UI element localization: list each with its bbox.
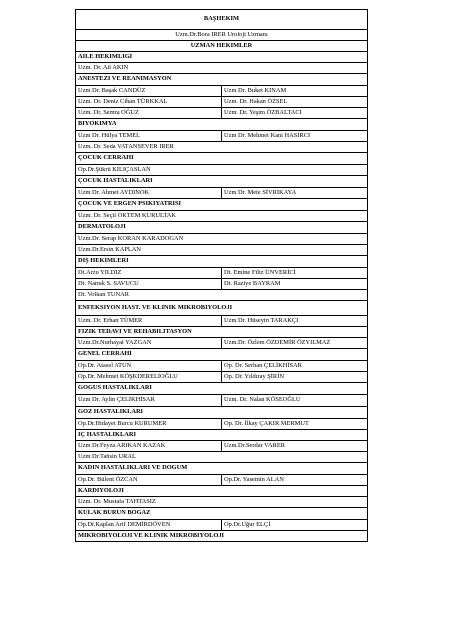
doctor-name: Uzm. Dr. Nalan KÖSEOĞLU [221, 395, 367, 406]
doctor-name: Uzm. Dr. Erhan TÜMER [78, 316, 143, 324]
department-heading [75, 176, 368, 188]
department-name: KULAK BURUN BOĞAZ [78, 510, 151, 517]
department-name: BİYOKİMYA [78, 121, 117, 128]
doctor-row [75, 279, 368, 290]
doctor-row [75, 372, 368, 383]
department-name: KADIN HASTALIKLARI VE DOĞUM [78, 465, 188, 472]
department-name: ANESTEZİ VE REANİMASYON [78, 76, 172, 83]
department-name: DİŞ HEKİMLERİ [78, 258, 129, 265]
doctor-name: Op.Dr.Şükrü KILIÇASLAN [78, 166, 151, 173]
department-heading [75, 407, 368, 419]
doctor-name: Uzm Dr. Buket KINAM [221, 86, 367, 96]
doctor-name: Uzm Dr. Mehmet Kani HASIRCI [221, 131, 367, 141]
doctor-name: Uzm.Dr.Serdar VARER [221, 441, 367, 451]
heading-text: UZMAN HEKİMLER [190, 42, 253, 49]
doctor-name: Uzm Dr. Aylin ÇELİKHİSAR [78, 396, 155, 404]
doctor-name: Op.Dr.Hidayet Burcu KURUMER [78, 419, 167, 427]
doctor-row [75, 188, 368, 199]
doctor-name: Uzm Dr.Feyza ARIKAN KAZAK [78, 441, 166, 449]
department-heading [75, 74, 368, 86]
doctor-row [75, 142, 368, 153]
doctor-name: Uzm.Dr.Nurhayat YAZGAN [78, 338, 152, 346]
doctor-row [75, 268, 368, 279]
doctor-name: Uzm. Dr. Yeşim ÖZBALTACI [221, 108, 367, 118]
doctor-name: Uzm. Dr. Seçil ÖKTEM KURULTAK [78, 212, 176, 219]
doctor-name: Op. Dr. Serhan ÇELİKHİSAR [221, 361, 367, 371]
doctor-name: Uzm. Dr. Ali AKIN [78, 64, 129, 71]
doctor-name: Uzm. Dr. Mustafa TAHTASIZ [78, 498, 156, 505]
section-header [75, 10, 368, 30]
department-heading [75, 52, 368, 63]
doctor-name: Dt.Arzu YILDIZ [78, 268, 122, 276]
department-heading [75, 222, 368, 234]
doctor-name: Op.Dr. Yasemin ALAN [221, 475, 367, 485]
doctor-name: Op.Dr.Uğur ELÇİ [221, 520, 367, 530]
department-name: KARDİYOLOJİ [78, 487, 124, 494]
doctor-name: Uzm. Dr. Hakan ÖZSEL [221, 97, 367, 107]
doctor-row [75, 452, 368, 463]
staff-directory-table [75, 9, 368, 542]
doctor-name: Dt. Raziye BAYRAM [221, 279, 367, 289]
doctor-name: Op.Dr. Atasel ATUN [78, 361, 132, 369]
doctor-row [75, 475, 368, 486]
department-heading [75, 383, 368, 395]
doctor-name: Dt. Volkan TUNAR [78, 291, 129, 298]
doctor-row [75, 211, 368, 222]
doctor-row [75, 290, 368, 301]
doctor-name: Op.Dr. Bülent ÖZCAN [78, 475, 138, 483]
department-heading [75, 256, 368, 268]
department-heading [75, 199, 368, 211]
doctor-name: Uzm Dr. Hülya TEMEL [78, 131, 141, 139]
department-name: ÇOCUK HASTALIKLARI [78, 178, 153, 185]
doctor-row [75, 97, 368, 108]
heading-text: BAŞHEKİM [203, 16, 240, 23]
department-heading [75, 327, 368, 338]
heading-text: Uzm.Dr.Bora İRER Üroloji Uzmanı [175, 31, 268, 38]
doctor-name: Uzm.Dr. Serap KÖRAN KARADOĞAN [78, 235, 184, 242]
doctor-row [75, 395, 368, 407]
doctor-row [75, 361, 368, 372]
department-name: ÇOCUK CERRAHİ [78, 155, 134, 162]
doctor-name: Uzm Dr. Başak CANDÜZ [78, 86, 146, 94]
department-name: ENFEKSİYON HAST. VE KLİNİK MİKROBİYOLOJİ [78, 304, 233, 311]
doctor-row [75, 520, 368, 531]
doctor-name: Uzm. Dr. Deniz Cihan TÜRKKAL [78, 97, 168, 105]
department-name: FİZİK TEDAVİ VE REHABİLİTASYON [78, 328, 192, 335]
department-name: AİLE HEKİMLİĞİ [78, 53, 133, 60]
doctor-row [75, 131, 368, 142]
department-heading [75, 508, 368, 520]
department-heading [75, 486, 368, 497]
doctor-row [75, 108, 368, 119]
department-heading [75, 301, 368, 316]
department-name: ÇOCUK VE ERGEN PSİKİYATRİSİ [78, 201, 182, 208]
department-heading [75, 463, 368, 475]
doctor-row [75, 338, 368, 349]
doctor-row [75, 497, 368, 508]
section-header [75, 41, 368, 52]
doctor-row [75, 165, 368, 176]
doctor-row [75, 419, 368, 430]
chief-physician-name [75, 30, 368, 41]
doctor-name: Uzm.Dr.Ersin KAPLAN [78, 246, 142, 253]
doctor-row [75, 245, 368, 256]
department-heading [75, 119, 368, 131]
doctor-name: Uzm Dr. Hüseyin TARAKÇI [221, 316, 367, 326]
doctor-row [75, 441, 368, 452]
department-name: GÖZ HASTALIKLARI [78, 409, 144, 416]
doctor-row [75, 86, 368, 97]
doctor-name: Uzm. Dr. Semra OĞUZ [78, 108, 139, 116]
doctor-name: Uzm. Dr. Seda VATANSEVER İRER [78, 143, 174, 150]
doctor-name: Dt. Emine Filiz ÜNVERİCİ [221, 268, 367, 278]
doctor-name: Dt. Namık S. SAVUCU [78, 279, 139, 287]
doctor-row [75, 234, 368, 245]
department-heading [75, 430, 368, 441]
doctor-name: Uzm Dr. Ahmet AYDINOK [78, 188, 150, 196]
department-heading [75, 531, 368, 542]
doctor-name: Op.Dr.Kaplan Arif DEMİRDÖVEN [78, 520, 171, 528]
doctor-name: Op.Dr. Mehmet KÖŞKDERELİOĞLU [78, 372, 178, 380]
department-heading [75, 349, 368, 361]
department-name: DERMATOLOJİ [78, 224, 126, 231]
department-name: GÖĞÜS HASTALIKLARI [78, 385, 152, 392]
doctor-row [75, 316, 368, 327]
doctor-name: Op. Dr. Yıldıray ŞİRİN [221, 372, 367, 382]
doctor-name: Uzm.Dr. Özlem ÖZDEMİR ÖZYILMAZ [221, 338, 367, 348]
doctor-name: Uzm Dr. Mete SİVRİKAYA [221, 188, 367, 198]
department-name: GENEL CERRAHİ [78, 351, 132, 358]
doctor-name: Uzm Dr.Tahsin URAL [78, 453, 136, 460]
doctor-name: Op. Dr. İlkay ÇAKIR MERMUT [221, 419, 367, 429]
department-name: MİKROBİYOLOJİ VE KLİNİK MİKROBİYOLOJİ [78, 532, 225, 539]
department-name: İÇ HASTALIKLARI [78, 431, 136, 438]
department-heading [75, 153, 368, 165]
doctor-row [75, 63, 368, 74]
